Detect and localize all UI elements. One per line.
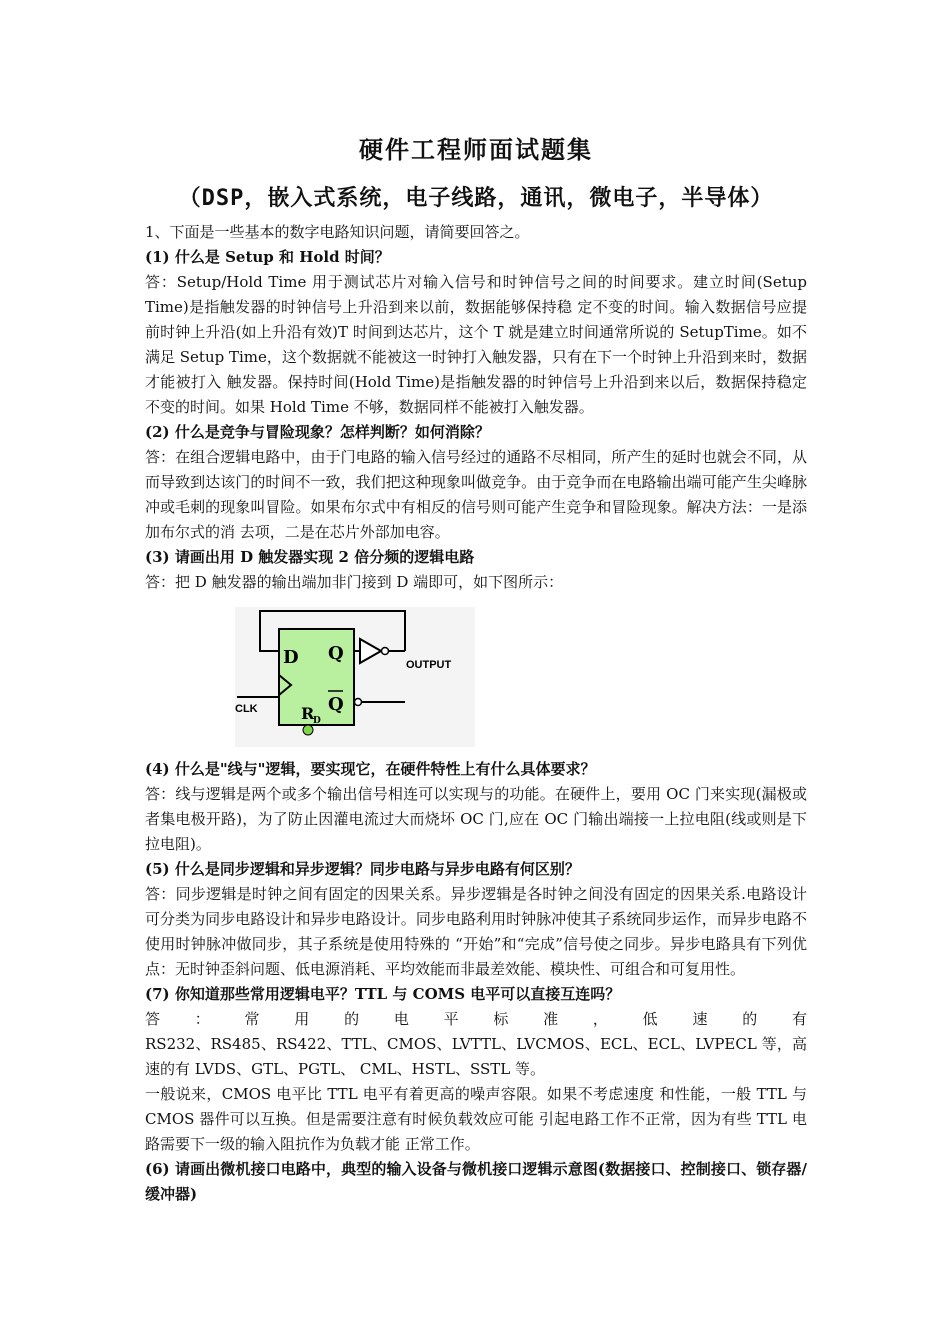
clk-label: CLK	[235, 703, 258, 715]
answer-7-compat: 一般说来，CMOS 电平比 TTL 电平有着更高的噪声容限。如果不考虑速度 和性能，一般 TTL 与 CMOS 器件可以互换。但是需要注意有时候负载效应可能 引起电路工作不正常，因为有些 TTL 电路需要下一级的输入阻抗作为负载才能 正常工作。	[145, 1085, 807, 1153]
qbar-label: Q	[328, 694, 344, 715]
page-title: 硬件工程师面试题集	[359, 135, 593, 164]
q-label: Q	[328, 643, 344, 664]
output-label: OUTPUT	[406, 659, 452, 671]
question-7: (7) 你知道那些常用逻辑电平？TTL 与 COMS 电平可以直接互连吗？	[145, 985, 621, 1003]
document-content	[145, 132, 807, 1207]
intro-text: 1、下面是一些基本的数字电路知识问题，请简要回答之。	[145, 223, 530, 241]
question-5: (5) 什么是同步逻辑和异步逻辑？同步电路与异步电路有何区别？	[145, 860, 580, 878]
d-label: D	[283, 647, 299, 668]
question-6: (6) 请画出微机接口电路中，典型的输入设备与微机接口逻辑示意图(数据接口、控制接口、锁存器/缓冲器)	[145, 1160, 807, 1203]
d-flipflop-diagram	[235, 607, 475, 747]
rd-dot	[303, 725, 313, 735]
rd-subscript: D	[313, 716, 321, 726]
inverter-bubble	[382, 648, 389, 655]
rd-label: R	[301, 704, 315, 723]
question-1: (1) 什么是 Setup 和 Hold 时间？	[145, 248, 390, 266]
question-4: (4) 什么是"线与"逻辑，要实现它，在硬件特性上有什么具体要求？	[145, 760, 596, 778]
qbar-bubble	[355, 699, 362, 706]
answer-3: 答：把 D 触发器的输出端加非门接到 D 端即可，如下图所示：	[145, 573, 564, 591]
answer-1: 答：Setup/Hold Time 用于测试芯片对输入信号和时钟信号之间的时间要求。建立时间(Setup Time)是指触发器的时钟信号上升沿到来以前，数据能够保持稳 定不变的时间。输入数据信号应提前时钟上升沿(如上升沿有效)T 时间到达芯片，这个 T 就是建立时间通常所说的 SetupTime。如不满足 Setup Time，这个数据就不能被这一时钟打入触发器，只有在下一个时钟上升沿到来时，数据才能被打入 触发器。保持时间(Hold Time)是指触发器的时钟信号上升沿到来以后，数据保持稳定不变的时间。如果 Hold Time 不够，数据同样不能被打入触发器。	[145, 273, 807, 416]
question-3: (3) 请画出用 D 触发器实现 2 倍分频的逻辑电路	[145, 548, 475, 566]
page-subtitle: （DSP，嵌入式系统，电子线路，通讯，微电子，半导体）	[178, 186, 774, 211]
answer-7-levels: RS232、RS485、RS422、TTL、CMOS、LVTTL、LVCMOS、ECL、ECL、LVPECL 等，高速的有 LVDS、GTL、PGTL、 CML、HSTL、SSTL 等。	[145, 1035, 807, 1078]
answer-4: 答：线与逻辑是两个或多个输出信号相连可以实现与的功能。在硬件上，要用 OC 门来实现(漏极或者集电极开路)，为了防止因灌电流过大而烧坏 OC 门,应在 OC 门输出端接一上拉电阻(线或则是下拉电阻)。	[145, 785, 807, 853]
answer-7-lead: 答 ： 常 用 的 电 平 标 准 ， 低 速 的 有	[145, 1010, 807, 1028]
question-2: (2) 什么是竞争与冒险现象？怎样判断？如何消除？	[145, 423, 490, 441]
d-flipflop-figure	[145, 599, 807, 757]
answer-5: 答：同步逻辑是时钟之间有固定的因果关系。异步逻辑是各时钟之间没有固定的因果关系.电路设计可分类为同步电路设计和异步电路设计。同步电路利用时钟脉冲使其子系统同步运作，而异步电路不使用时钟脉冲做同步，其子系统是使用特殊的 “开始”和“完成”信号使之同步。异步电路具有下列优点：无时钟歪斜问题、低电源消耗、平均效能而非最差效能、模块性、可组合和可复用性。	[145, 885, 807, 978]
answer-2: 答：在组合逻辑电路中，由于门电路的输入信号经过的通路不尽相同，所产生的延时也就会不同，从而导致到达该门的时间不一致，我们把这种现象叫做竞争。由于竞争而在电路输出端可能产生尖峰脉冲或毛刺的现象叫冒险。如果布尔式中有相反的信号则可能产生竞争和冒险现象。解决方法：一是添加布尔式的消 去项，二是在芯片外部加电容。	[145, 448, 807, 541]
